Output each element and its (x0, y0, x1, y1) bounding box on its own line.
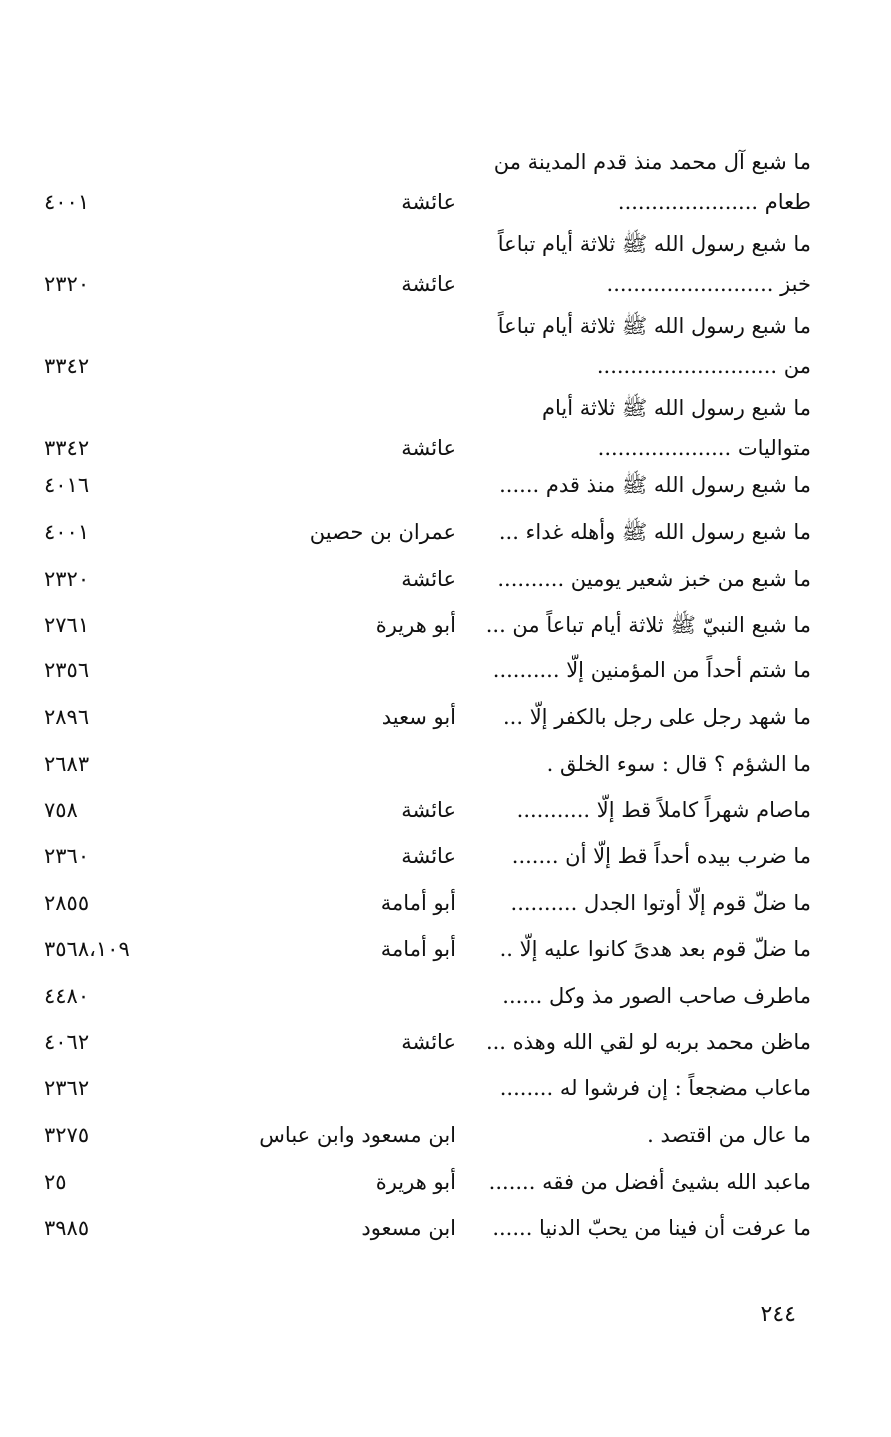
index-entry (0, 744, 891, 784)
narrator-name: عائشة (401, 844, 456, 868)
hadith-text (479, 1022, 811, 1062)
hadith-reference-number: ٣٣٤٢ (44, 436, 90, 460)
index-entry (0, 605, 891, 645)
hadith-reference-number: ٢٣٦٢ (44, 1076, 90, 1100)
hadith-line: ما ضرب بيده أحداً قط إلّا أن ....... (511, 844, 811, 868)
index-entry (0, 559, 891, 599)
index-entry (0, 650, 891, 690)
hadith-text (479, 512, 811, 552)
index-entry (0, 836, 891, 876)
index-entry (0, 1208, 891, 1248)
index-entry (0, 697, 891, 737)
hadith-text (479, 605, 811, 645)
narrator-name: أبو سعيد (381, 705, 456, 729)
index-entry (0, 790, 891, 830)
hadith-line: ما شتم أحداً من المؤمنين إلّا .......... (492, 658, 811, 682)
narrator-name: عائشة (401, 436, 456, 460)
hadith-text (479, 744, 811, 784)
page-number: ٢٤٤ (760, 1302, 796, 1327)
hadith-line: ما عرفت أن فينا من يحبّ الدنيا ...... (492, 1216, 811, 1240)
index-entry (0, 1162, 891, 1202)
hadith-text (479, 883, 811, 923)
narrator-name: عمران بن حصين (309, 520, 456, 544)
hadith-text (479, 650, 811, 690)
hadith-text (479, 142, 811, 222)
index-entry (0, 388, 891, 468)
hadith-reference-number: ٣٣٤٢ (44, 354, 90, 378)
hadith-text (479, 559, 811, 599)
hadith-line: ما الشؤم ؟ قال : سوء الخلق . (546, 752, 811, 776)
hadith-text (479, 1115, 811, 1155)
hadith-line: ما شبع رسول الله ﷺ ثلاثة أيام (541, 396, 811, 420)
hadith-reference-number: ٢٣٢٠ (44, 272, 90, 296)
hadith-line: ماظن محمد بربه لو لقي الله وهذه ... (485, 1030, 811, 1054)
hadith-text (479, 465, 811, 505)
hadith-text (479, 1162, 811, 1202)
index-entry (0, 976, 891, 1016)
narrator-name: عائشة (401, 1030, 456, 1054)
hadith-reference-number: ٢٦٨٣ (44, 752, 90, 776)
hadith-reference-number: ٢٣٥٦ (44, 658, 90, 682)
index-entry (0, 1022, 891, 1062)
hadith-reference-number: ٤٠٠١ (44, 520, 90, 544)
hadith-line: ما ضلّ قوم بعد هدىً كانوا عليه إلّا .. (499, 937, 811, 961)
hadith-line: ماعاب مضجعاً : إن فرشوا له ........ (499, 1076, 811, 1100)
hadith-line: متواليات .................... (597, 436, 811, 460)
hadith-line: ما شبع آل محمد منذ قدم المدينة من (493, 150, 811, 174)
index-entry (0, 224, 891, 304)
hadith-text (479, 790, 811, 830)
hadith-text (479, 1208, 811, 1248)
hadith-line: ما شبع رسول الله ﷺ ثلاثة أيام تباعاً (497, 314, 811, 338)
hadith-line: ما شبع من خبز شعير يومين .......... (497, 567, 811, 591)
narrator-name: عائشة (401, 567, 456, 591)
index-entry (0, 142, 891, 222)
narrator-name: ابن مسعود (361, 1216, 456, 1240)
narrator-name: ابن مسعود وابن عباس (259, 1123, 456, 1147)
narrator-name: عائشة (401, 272, 456, 296)
hadith-line: ما شبع رسول الله ﷺ ثلاثة أيام تباعاً (497, 232, 811, 256)
hadith-reference-number: ٤٠٠١ (44, 190, 90, 214)
index-entry (0, 1068, 891, 1108)
index-entry (0, 306, 891, 386)
hadith-text (479, 697, 811, 737)
hadith-line: طعام ..................... (617, 190, 811, 214)
narrator-name: عائشة (401, 798, 456, 822)
hadith-line: ما شهد رجل على رجل بالكفر إلّا ... (503, 705, 811, 729)
hadith-line: ماعبد الله بشيئ أفضل من فقه ....... (488, 1170, 811, 1194)
hadith-line: خبز ......................... (606, 272, 811, 296)
index-entry (0, 465, 891, 505)
hadith-reference-number: ٢٧٦١ (44, 613, 90, 637)
hadith-reference-number: ٢٨٥٥ (44, 891, 90, 915)
narrator-name: عائشة (401, 190, 456, 214)
hadith-reference-number: ٤٠٦٢ (44, 1030, 90, 1054)
hadith-line: ما ضلّ قوم إلّا أوتوا الجدل .......... (510, 891, 811, 915)
index-entry (0, 512, 891, 552)
index-entry (0, 1115, 891, 1155)
hadith-reference-number: ٣٢٧٥ (44, 1123, 90, 1147)
narrator-name: أبو أمامة (380, 891, 456, 915)
hadith-line: ما شبع رسول الله ﷺ وأهله غداء ... (498, 520, 811, 544)
index-entry (0, 929, 891, 969)
hadith-text (479, 836, 811, 876)
hadith-reference-number: ٧٥٨ (44, 798, 78, 822)
hadith-line: ما شبع النبيّ ﷺ ثلاثة أيام تباعاً من ... (485, 613, 811, 637)
hadith-text (479, 1068, 811, 1108)
hadith-text (479, 306, 811, 386)
hadith-text (479, 929, 811, 969)
hadith-reference-number: ٢٣٢٠ (44, 567, 90, 591)
index-entry (0, 883, 891, 923)
hadith-text (479, 976, 811, 1016)
hadith-text (479, 388, 811, 468)
hadith-line: من ........................... (596, 354, 811, 378)
narrator-name: أبو أمامة (380, 937, 456, 961)
hadith-line: ما عال من اقتصد . (647, 1123, 811, 1147)
hadith-line: ماصام شهراً كاملاً قط إلّا ........... (516, 798, 811, 822)
hadith-reference-number: ٣٥٦٨،١٠٩ (44, 937, 130, 961)
hadith-line: ما شبع رسول الله ﷺ منذ قدم ...... (499, 473, 811, 497)
narrator-name: أبو هريرة (375, 1170, 456, 1194)
hadith-reference-number: ٤٠١٦ (44, 473, 90, 497)
hadith-text (479, 224, 811, 304)
hadith-line: ماطرف صاحب الصور مذ وكل ...... (502, 984, 811, 1008)
hadith-reference-number: ٢٥ (44, 1170, 67, 1194)
hadith-reference-number: ٢٣٦٠ (44, 844, 90, 868)
narrator-name: أبو هريرة (375, 613, 456, 637)
hadith-reference-number: ٣٩٨٥ (44, 1216, 90, 1240)
hadith-reference-number: ٤٤٨٠ (44, 984, 90, 1008)
hadith-reference-number: ٢٨٩٦ (44, 705, 90, 729)
